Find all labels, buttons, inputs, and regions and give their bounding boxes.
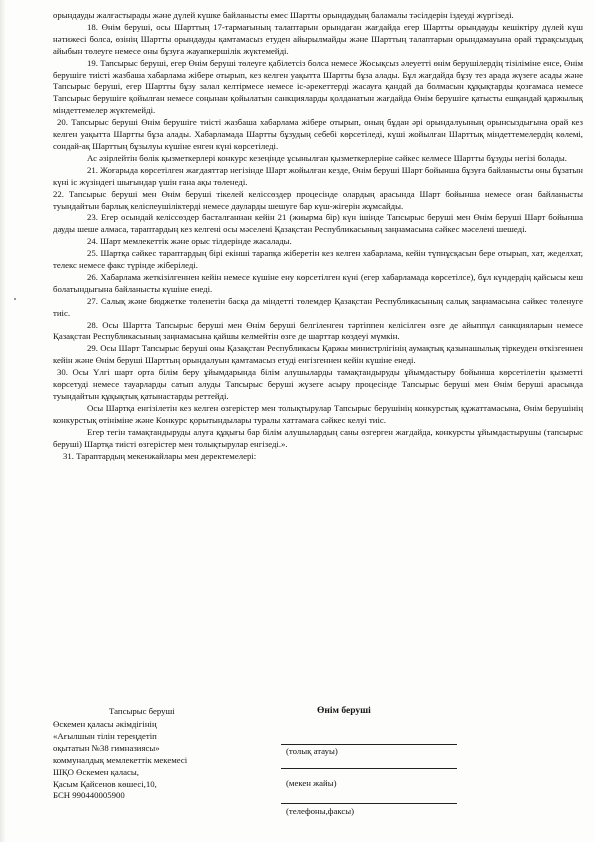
paragraph-19: 19. Тапсырыс беруші, егер Өнім беруші төлеуге қабілетсіз болса немесе Жосықсыз әлеуетті өнім берушілердің тізіліміне енсе, Өнім берушіге тиісті жазбаша хабарлама жібере отырып, кез келген уақытта Шартты бұза алады. Бұл жағдайда бұзу тез арада жүзеге асады және Тапсырыс беруші, егер Шартты бұзу залал келтірмесе немесе іс-әрекеттерді жасауға қандай да болмасын құқықтарды қозғамаса немесе Тапсырыс берушіге қойылған немесе соңынан қойылатын санкцияларды қолданатын жағдайда Өнім берушіге қатысты ешқандай қаржылық міндеттемелер жүктемейді. (53, 57, 583, 116)
supplier-phone-caption: (телефоны,факсы) (286, 806, 355, 816)
paragraph-25: 25. Шартқа сәйкес тараптардың бірі екінші тарапқа жіберетін кез келген хабарлама, кейін түпнұсқасын бере отырып, хат, жеделхат, телекс немесе факс түрінде жіберіледі. (53, 248, 583, 271)
paragraph-30-amendments: Осы Шартқа енгізілетін кез келген өзгерістер мен толықтырулар Тапсырыс берушінің конкурстық құжаттамасына, Өнім берушінің конкурстық өтініміне және Конкурс қорытындылары туралы хаттамаға сәйкес келуі тиіс. (53, 402, 583, 425)
scan-edge-shadow (0, 0, 6, 842)
paragraph-24: 24. Шарт мемлекеттік және орыс тілдерінде жасалады. (87, 236, 292, 247)
paragraph-30: 30. Осы Үлгі шарт орта білім беру ұйымдарында білім алушыларды тамақтандыруды ұйымдастыру бойынша көрсетілетін қызметті көрсетуді немесе тауарларды сатып алуды Тапсырыс беруші жүзеге асыру процесінде Тапсырыс беруші мен Өнім беруші арасында туындайтын құқықтық қатынастарды реттейді. (53, 367, 583, 401)
paragraph-31: 31. Тараптардың мекенжайлары мен деректемелері: (63, 450, 257, 461)
paragraph-30-free-meals: Егер тегін тамақтандыруды алуға құқығы бар білім алушылардың саны өзгерген жағдайда, конкурсты ұйымдастырушы (тапсырыс беруші) Шартқа тиісті өзгерістер мен толықтырулар енгізеді.». (53, 426, 583, 449)
paragraph-18: 18. Өнім беруші, осы Шарттың 17-тармағының талаптарын орындаған жағдайда егер Шартты орындауды кешіктіру дүлей күш нәтижесі болса, өзінің Шартты орындауды қамтамасыз етуден айырылмайды және Шарттың талаптарын орындамауына орай тұрақсыздық айыбын төлеуге немесе оны бұзуға жауапкершілік жүктемейді. (53, 21, 583, 56)
paragraph-continuation: орындауды жалғастырады және дүлей күшке байланысты емес Шартты орындаудың баламалы тәсілдерін іздеуді жүргізеді. (53, 10, 514, 20)
supplier-heading: Өнім беруші (317, 706, 371, 716)
customer-line: ШҚО Өскемен қаласы, (53, 766, 139, 777)
paragraph-26: 26. Хабарлама жеткізілгеннен кейін немесе күшіне ену көрсетілген күні (егер хабарламада көрсетілсе), бұл күндердің қайсысы кеш болатындығына байланысты күшіне енеді. (53, 271, 583, 294)
supplier-phone-line (281, 803, 457, 804)
supplier-name-line (281, 744, 457, 745)
customer-line: БСН 990440005900 (53, 790, 125, 801)
customer-line: коммуналдық мемлекеттік мекемесі (53, 754, 188, 765)
paragraph-20: 20. Тапсырыс беруші Өнім берушіге тиісті жазбаша хабарлама жібере отырып, оның бұдан әрі орындалуының орынсыздығына орай кез келген уақытта Шартты бұза алады. Хабарламада Шартты бұзудың себебі көрсетіледі, күші жойылған Шарттық міндеттемелердің көлемі, сондай-ақ Шарттың бұзылуы күшіне енген күні көрсетіледі. (53, 117, 583, 151)
paragraph-20-addendum: Ас әзірлейтін бөлік қызметкерлері конкурс кезеңінде ұсынылған қызметкерлеріне сәйкес келмесе Шартты бұзуды негізі болады. (87, 152, 567, 163)
paragraph-21: 21. Жоғарыда көрсетілген жағдаяттар негізінде Шарт жойылған кезде, Өнім беруші Шарт бойынша бұзуға байланысты оны бұзатын күні іс жүзіндегі шығындар үшін ғана ақы төленеді. (53, 164, 583, 187)
customer-details (53, 719, 283, 802)
paragraph-27: 27. Салық және бюджетке төленетін басқа да міндетті төлемдер Қазақстан Республикасының салық заңнамасына сәйкес төленуге тиіс. (53, 295, 583, 318)
scan-speck (14, 298, 16, 300)
supplier-address-caption: (мекен жайы) (286, 778, 337, 788)
customer-line: Өскемен қаласы әкімдігінің (53, 719, 157, 729)
paragraph-28: 28. Осы Шартта Тапсырыс беруші мен Өнім беруші белгіленген тәртіппен келісілген өзге де айыппұл санкцияларын немесе Қазақстан Республикасының заңнамасына қайшы келмейтін өзге де шарттар көздеуі мүмкін. (53, 319, 583, 342)
supplier-name-caption: (толық атауы) (286, 746, 338, 756)
supplier-extra-line (281, 768, 457, 769)
customer-line: Қасым Қайсенов көшесі,10, (53, 778, 157, 789)
document-page (53, 10, 583, 816)
customer-line: «Ағылшын тілін тереңдетіп (53, 730, 157, 741)
paragraph-23: 23. Егер осындай келіссөздер басталғаннан кейін 21 (жиырма бір) күн ішінде Тапсырыс беруші мен Өнім беруші Шарт бойынша дауды шеше алмаса, тараптардың кез келгені осы мәселені Қазақстан Республикасының заңнамасына сәйкес мәселені шешеді. (53, 212, 583, 235)
paragraph-29: 29. Осы Шарт Тапсырыс беруші оны Қазақстан Республикасы Қаржы министрлігінің аумақтық қазынашылық тіркеуден өткізгеннен кейін және Өнім беруші Шарттың орындалуын қамтамасыз етуді енгізгеннен кейін күшіне енеді. (53, 343, 583, 366)
customer-line: оқытатын №38 гимназиясы» (53, 742, 160, 753)
customer-heading: Тапсырыс беруші (109, 706, 175, 716)
paragraph-22: 22. Тапсырыс беруші мен Өнім беруші тікелей келіссөздер процесінде олардың арасында Шарт бойынша немесе оған байланысты туындайтын барлық келіспеушіліктерді немесе дауларды шешуге бар күш-жігерін жұмсайды. (53, 188, 583, 211)
